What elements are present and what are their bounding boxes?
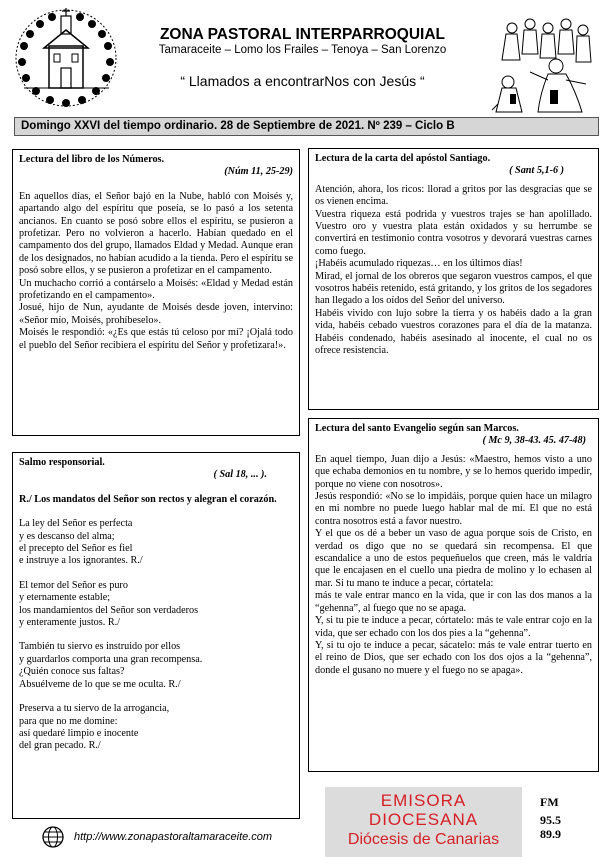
psalm-line: Preserva a tu siervo de la arrogancia, — [19, 703, 170, 715]
first-reading-paragraph: Josué, hijo de Nun, ayudante de Moisés desde joven, intervino: «Señor mío, Moisés, prohíbeselo». — [19, 302, 293, 326]
gospel-paragraph: más te vale entrar manco en la vida, que ir con las dos manos a la “gehenna”, al fuego que no se apaga. — [315, 590, 592, 614]
globe-icon — [42, 826, 64, 848]
church-logo — [14, 6, 119, 110]
emisora-line: DIOCESANA — [368, 810, 479, 829]
parish-subtitle: Tamaraceite – Lomo los Frailes – Tenoya – San Lorenzo — [158, 44, 447, 56]
psalm-line: El temor del Señor es puro — [19, 579, 128, 591]
psalm-title: Salmo responsorial. — [19, 457, 105, 468]
psalm-line: y guardarlos comporta una gran recompensa. — [19, 653, 203, 665]
gospel-title: Lectura del santo Evangelio según san Marcos. — [315, 423, 519, 434]
psalm-line: del gran pecado. R./ — [19, 740, 101, 752]
psalm-line: así quedaré limpio e inocente — [19, 727, 139, 739]
fm-frequencies — [540, 795, 561, 841]
second-reading-paragraph: Vuestra riqueza está podrida y vuestros trajes se han apolillado. Vuestro oro y vuestra plata están oxidados y su herrumbe se convertirá en testimonio contra vosotros y devorará vuestras carnes como fuego. — [315, 208, 592, 257]
fm-label: FM — [540, 795, 559, 809]
psalm-line: para que no me domine: — [19, 715, 118, 727]
gospel-paragraph: Y el que os dé a beber un vaso de agua porque sois de Cristo, en verdad os digo que no se quedará sin recompensa. El que escandalice a uno de estos pequeñuelos que creen, más le valdría que le encajasen en el cuello una piedra de molino y lo echasen al mar. Si tu mano te induce a pecar, córtatela: — [315, 528, 592, 589]
first-reading-paragraph: Un muchacho corrió a contárselo a Moisés: «Eldad y Medad están profetizando en el campamento». — [19, 277, 293, 302]
second-reading-ref: ( Sant 5,1-6 ) — [509, 165, 564, 177]
psalm-line: Absuélveme de lo que se me oculta. R./ — [19, 678, 181, 690]
fm-frequency: 95.5 — [540, 813, 561, 827]
emisora-line: Diócesis de Canarias — [347, 831, 500, 848]
emisora-diocesana-logo — [325, 787, 522, 857]
psalm — [12, 452, 300, 819]
first-reading-title: Lectura del libro de los Números. — [19, 154, 165, 165]
psalm-line: y eternamente estable; — [19, 592, 111, 604]
psalm-response: R./ Los mandatos del Señor son rectos y alegran el corazón. — [19, 493, 277, 505]
emisora-line: EMISORA — [380, 791, 467, 810]
second-reading-paragraph: Atención, ahora, los ricos: llorad a gritos por las desgracias que se os vienen encima. — [315, 183, 592, 208]
gospel-paragraph: En aquel tiempo, Juan dijo a Jesús: «Maestro, hemos visto a uno que echaba demonios en tu nombre, y se lo hemos querido impedir, porque no viene con nosotros». — [315, 453, 592, 490]
second-reading — [308, 148, 599, 410]
psalm-line: los mandamientos del Señor son verdaderos — [19, 604, 199, 616]
first-reading-ref: (Núm 11, 25-29) — [224, 166, 293, 178]
second-reading-paragraph: Habéis vivido con lujo sobre la tierra y os habéis dado a la gran vida, habéis cebado vuestros corazones para el día de la matanza. Habéis condenado, habéis asesinado al inocente, el cual no os ofrece resistencia. — [315, 307, 592, 357]
first-reading-paragraph: Moisés le respondió: «¿Es que estás tú celoso por mí? ¡Ojalá todo el pueblo del Señor recibiera el espíritu del Señor y profetizara!». — [19, 327, 293, 351]
date-strip: Domingo XXVI del tiempo ordinario. 28 de Septiembre de 2021. Nº 239 – Ciclo B — [14, 117, 599, 136]
psalm-line: y enteramente justos. R./ — [19, 617, 121, 629]
second-reading-title: Lectura de la carta del apóstol Santiago. — [315, 153, 491, 164]
psalm-line: ¿Quién conoce sus faltas? — [19, 666, 125, 678]
gospel — [308, 418, 599, 772]
psalm-ref: ( Sal 18, ... ). — [213, 469, 267, 481]
jesus-illustration — [490, 14, 602, 114]
first-reading — [12, 149, 300, 436]
first-reading-paragraph: En aquellos días, el Señor bajó en la Nube, habló con Moisés y, apartando algo del espíritu que poseía, se lo pasó a los setenta ancianos. En cuanto se posó sobre ellos el espíritu, se pusieron a profetizar. Pero no volvieron a hacerlo. Habían quedado en el campamento dos del grupo, llamados Eldad y Medad. Aunque eran de los designados, no habían acudido a la tienda. Pero el espíritu se posó sobre ellos, y se pusieron a profetizar en el campamento. — [19, 190, 293, 277]
gospel-paragraph: Y, si tu pie te induce a pecar, córtatelo: más te vale entrar cojo en la vida, que ser echado con los dos pies a la “gehenna”. — [315, 615, 592, 639]
second-reading-paragraph: ¡Habéis acumulado riquezas… en los últimos días! — [315, 258, 523, 270]
psalm-line: el precepto del Señor es fiel — [19, 543, 133, 555]
fm-frequency: 89.9 — [540, 827, 561, 841]
website-link[interactable]: http://www.zonapastoraltamaraceite.com — [74, 831, 273, 843]
psalm-line: La ley del Señor es perfecta — [19, 518, 133, 530]
gospel-paragraph: Jesús respondió: «No se lo impidáis, porque quien hace un milagro en mi nombre no puede luego hablar mal de mí. El que no está contra nosotros está a favor nuestro. — [315, 491, 592, 527]
psalm-line: y es descanso del alma; — [19, 530, 115, 542]
gospel-paragraph: Y, si tu ojo te induce a pecar, sácatelo: más te vale entrar tuerto en el reino de Dios, que ser echado con los dos ojos a la “gehenna”, donde el gusano no muere y el fuego no se apaga». — [315, 639, 592, 676]
psalm-line: e instruye a los ignorantes. R./ — [19, 555, 143, 567]
second-reading-paragraph: Mirad, el jornal de los obreros que segaron vuestros campos, el que vosotros habéis retenido, está gritando, y los gritos de los segadores han llegado a los oídos del Señor del universo. — [315, 270, 592, 307]
psalm-line: También tu siervo es instruido por ellos — [19, 641, 181, 653]
psalm-stanza — [19, 580, 293, 630]
psalm-stanza — [19, 518, 293, 568]
parish-title: ZONA PASTORAL INTERPARROQUIAL — [159, 26, 446, 43]
motto: “ Llamados a encontrarNos con Jesús “ — [180, 73, 425, 89]
psalm-stanza — [19, 703, 293, 753]
psalm-stanza — [19, 641, 293, 691]
gospel-ref: ( Mc 9, 38-43. 45. 47-48) — [482, 435, 586, 447]
